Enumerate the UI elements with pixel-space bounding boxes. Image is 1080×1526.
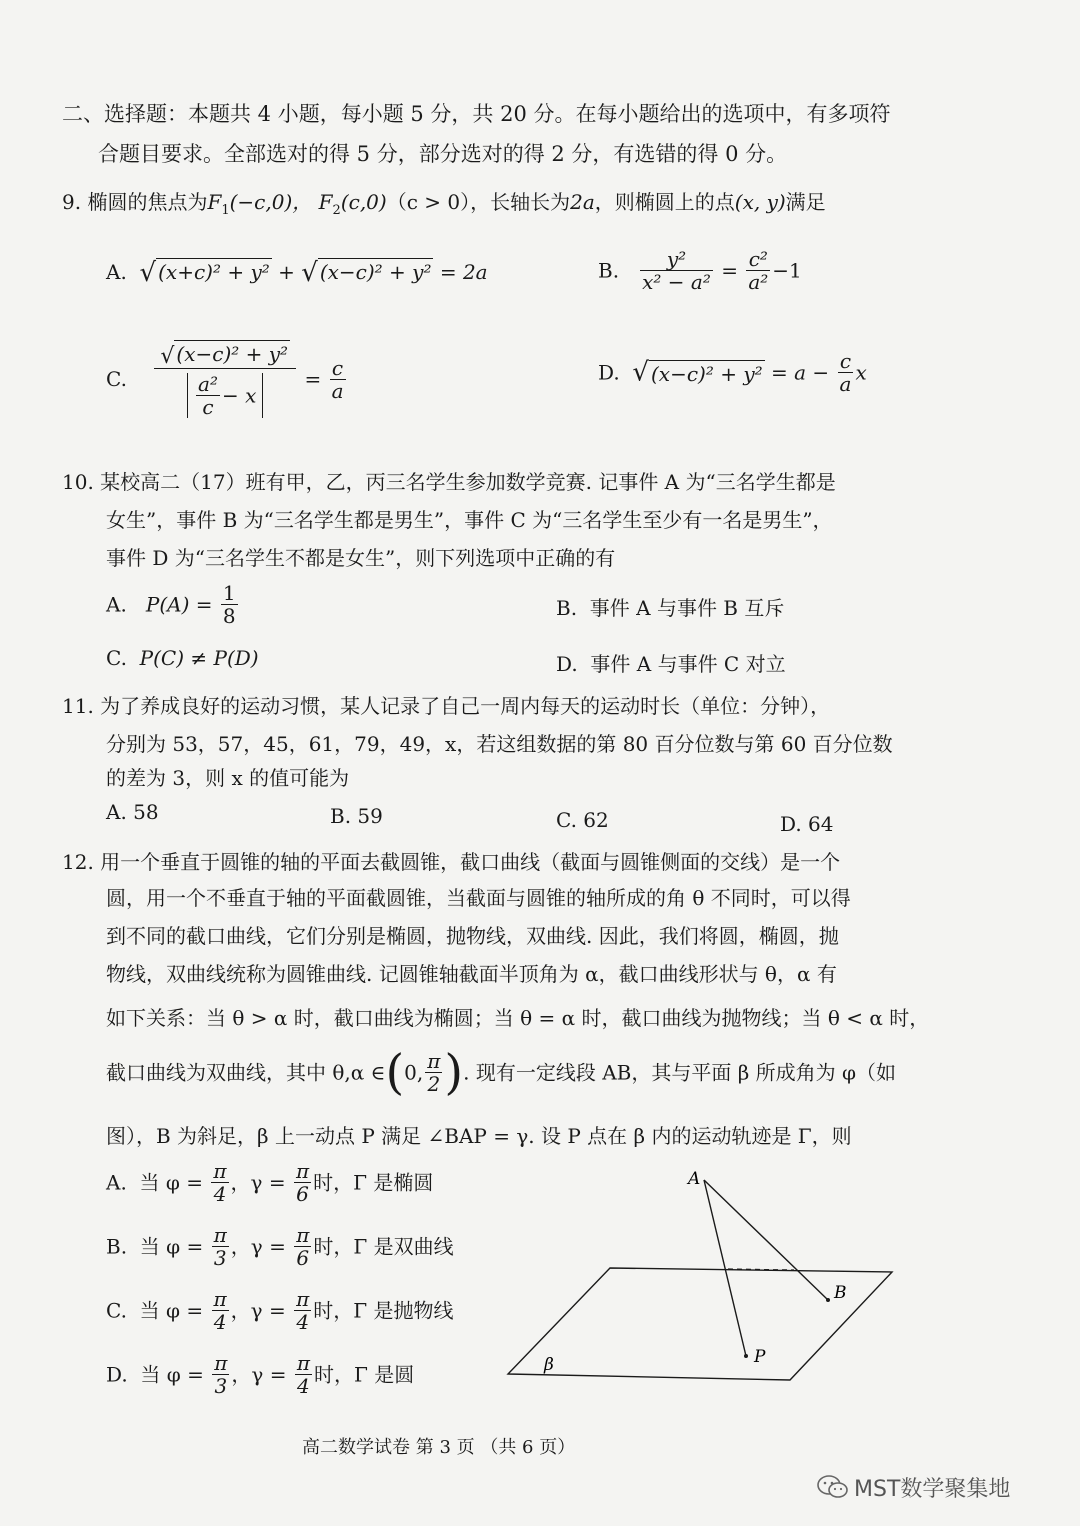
point-p	[744, 1354, 748, 1358]
q9-option-d: D. √ (x−c)² + y² = a − $\frac{c}{a}$ x	[598, 349, 867, 396]
label-b: B	[834, 1283, 847, 1303]
q9-option-b: B. $\frac{\text{y²}}{\text{x² − a²}}$ = $\frac{\text{c²}}{\text{a²}}$ −1	[598, 247, 802, 294]
q12-line5: 如下关系：当 θ > α 时，截口曲线为椭圆；当 θ = α 时，截口曲线为抛物线；当 θ < α 时，	[106, 1006, 930, 1030]
q12-line7: 图），B 为斜足，β 上一动点 P 满足 ∠BAP = γ. 设 P 点在 β 内的运动轨迹是 Γ，则	[106, 1124, 852, 1148]
q12-option-d: D. 当 φ = $\frac{\pi}{3}$ ，γ = $\frac{\pi}{4}$ 时，Γ 是圆	[106, 1351, 415, 1398]
q9-stem: 9. 椭圆的焦点为$F_1(-c,0)$， $F_2(c,0)(c > 0)$，长轴长为2a，则椭圆上的点(x, y)满足	[62, 190, 826, 218]
q10-option-d: D. 事件 A 与事件 C 对立	[556, 652, 786, 676]
q9-option-c: C. √ (x−c)² + y² $\frac{\text{a²}}{c}$ − x = $\frac{c}{a}$	[106, 342, 344, 419]
section-heading-line2: 合题目要求。全部选对的得 5 分，部分选对的得 2 分，有选错的得 0 分。	[98, 142, 788, 166]
q11-option-d: D. 64	[780, 812, 834, 836]
q10-option-c: C. P(C) ≠ P(D)	[106, 646, 259, 670]
point-b	[826, 1298, 830, 1302]
q10-line3: 事件 D 为“三名学生不都是女生”，则下列选项中正确的有	[106, 546, 616, 570]
q10-option-b: B. 事件 A 与事件 B 互斥	[556, 596, 785, 620]
q12-option-a: A. 当 φ = $\frac{\pi}{4}$ ，γ = $\frac{\pi}{6}$ 时，Γ 是椭圆	[106, 1159, 434, 1206]
section-heading-line1: 二、选择题：本题共 4 小题，每小题 5 分，共 20 分。在每小题给出的选项中，有多项符	[62, 102, 891, 126]
wechat-icon	[816, 1473, 850, 1501]
q10-line2: 女生”，事件 B 为“三名学生都是男生”，事件 C 为“三名学生至少有一名是男生”，	[106, 508, 833, 532]
q12-line1: 12. 用一个垂直于圆锥的轴的平面去截圆锥，截口曲线（截面与圆锥侧面的交线）是一个	[62, 850, 841, 874]
label-p: P	[754, 1347, 766, 1367]
q10-option-a: A. P(A) = $\frac{1}{8}$	[106, 581, 236, 628]
q12-figure	[500, 1160, 900, 1390]
q12-line6: 截口曲线为双曲线，其中 θ,α ∈(0, $\frac{\pi}{2}$ ). 现有一定线段 AB，其与平面 β 所成角为 φ（如	[106, 1044, 897, 1101]
segment-ap	[704, 1180, 746, 1356]
q12-line2: 圆，用一个不垂直于轴的平面截圆锥，当截面与圆锥的轴所成的角 θ 不同时，可以得	[106, 886, 851, 910]
q11-line2: 分别为 53，57，45，61，79，49，x，若这组数据的第 80 百分位数与第 60 百分位数	[106, 732, 893, 756]
q11-option-c: C. 62	[556, 808, 609, 832]
watermark-text: MST数学聚集地	[854, 1476, 1011, 1502]
q9-option-a: A. √ (x+c)² + y² + √ (x−c)² + y² = 2a	[106, 258, 488, 288]
q12-line4: 物线，双曲线统称为圆锥曲线. 记圆锥轴截面半顶角为 α，截口曲线形状与 θ，α 有	[106, 962, 837, 986]
q11-option-a: A. 58	[106, 800, 159, 824]
q11-line1: 11. 为了养成良好的运动习惯，某人记录了自己一周内每天的运动时长（单位：分钟），	[62, 694, 831, 718]
segment-ab	[704, 1180, 828, 1300]
q11-line3: 的差为 3，则 x 的值可能为	[106, 766, 350, 790]
q12-option-b: B. 当 φ = $\frac{\pi}{3}$ ，γ = $\frac{\pi}{6}$ 时，Γ 是双曲线	[106, 1223, 454, 1270]
page-footer: 高二数学试卷 第 3 页 （共 6 页）	[302, 1437, 576, 1458]
q12-option-c: C. 当 φ = $\frac{\pi}{4}$ ，γ = $\frac{\pi}{4}$ 时，Γ 是抛物线	[106, 1287, 454, 1334]
q10-line1: 10. 某校高二（17）班有甲，乙，丙三名学生参加数学竞赛. 记事件 A 为“三名学生都是	[62, 470, 836, 494]
label-beta: β	[544, 1355, 554, 1375]
label-a: A	[688, 1169, 701, 1189]
q11-option-b: B. 59	[330, 804, 383, 828]
q12-line3: 到不同的截口曲线，它们分别是椭圆，抛物线，双曲线. 因此，我们将圆，椭圆，抛	[106, 924, 839, 948]
watermark	[816, 1470, 1010, 1504]
